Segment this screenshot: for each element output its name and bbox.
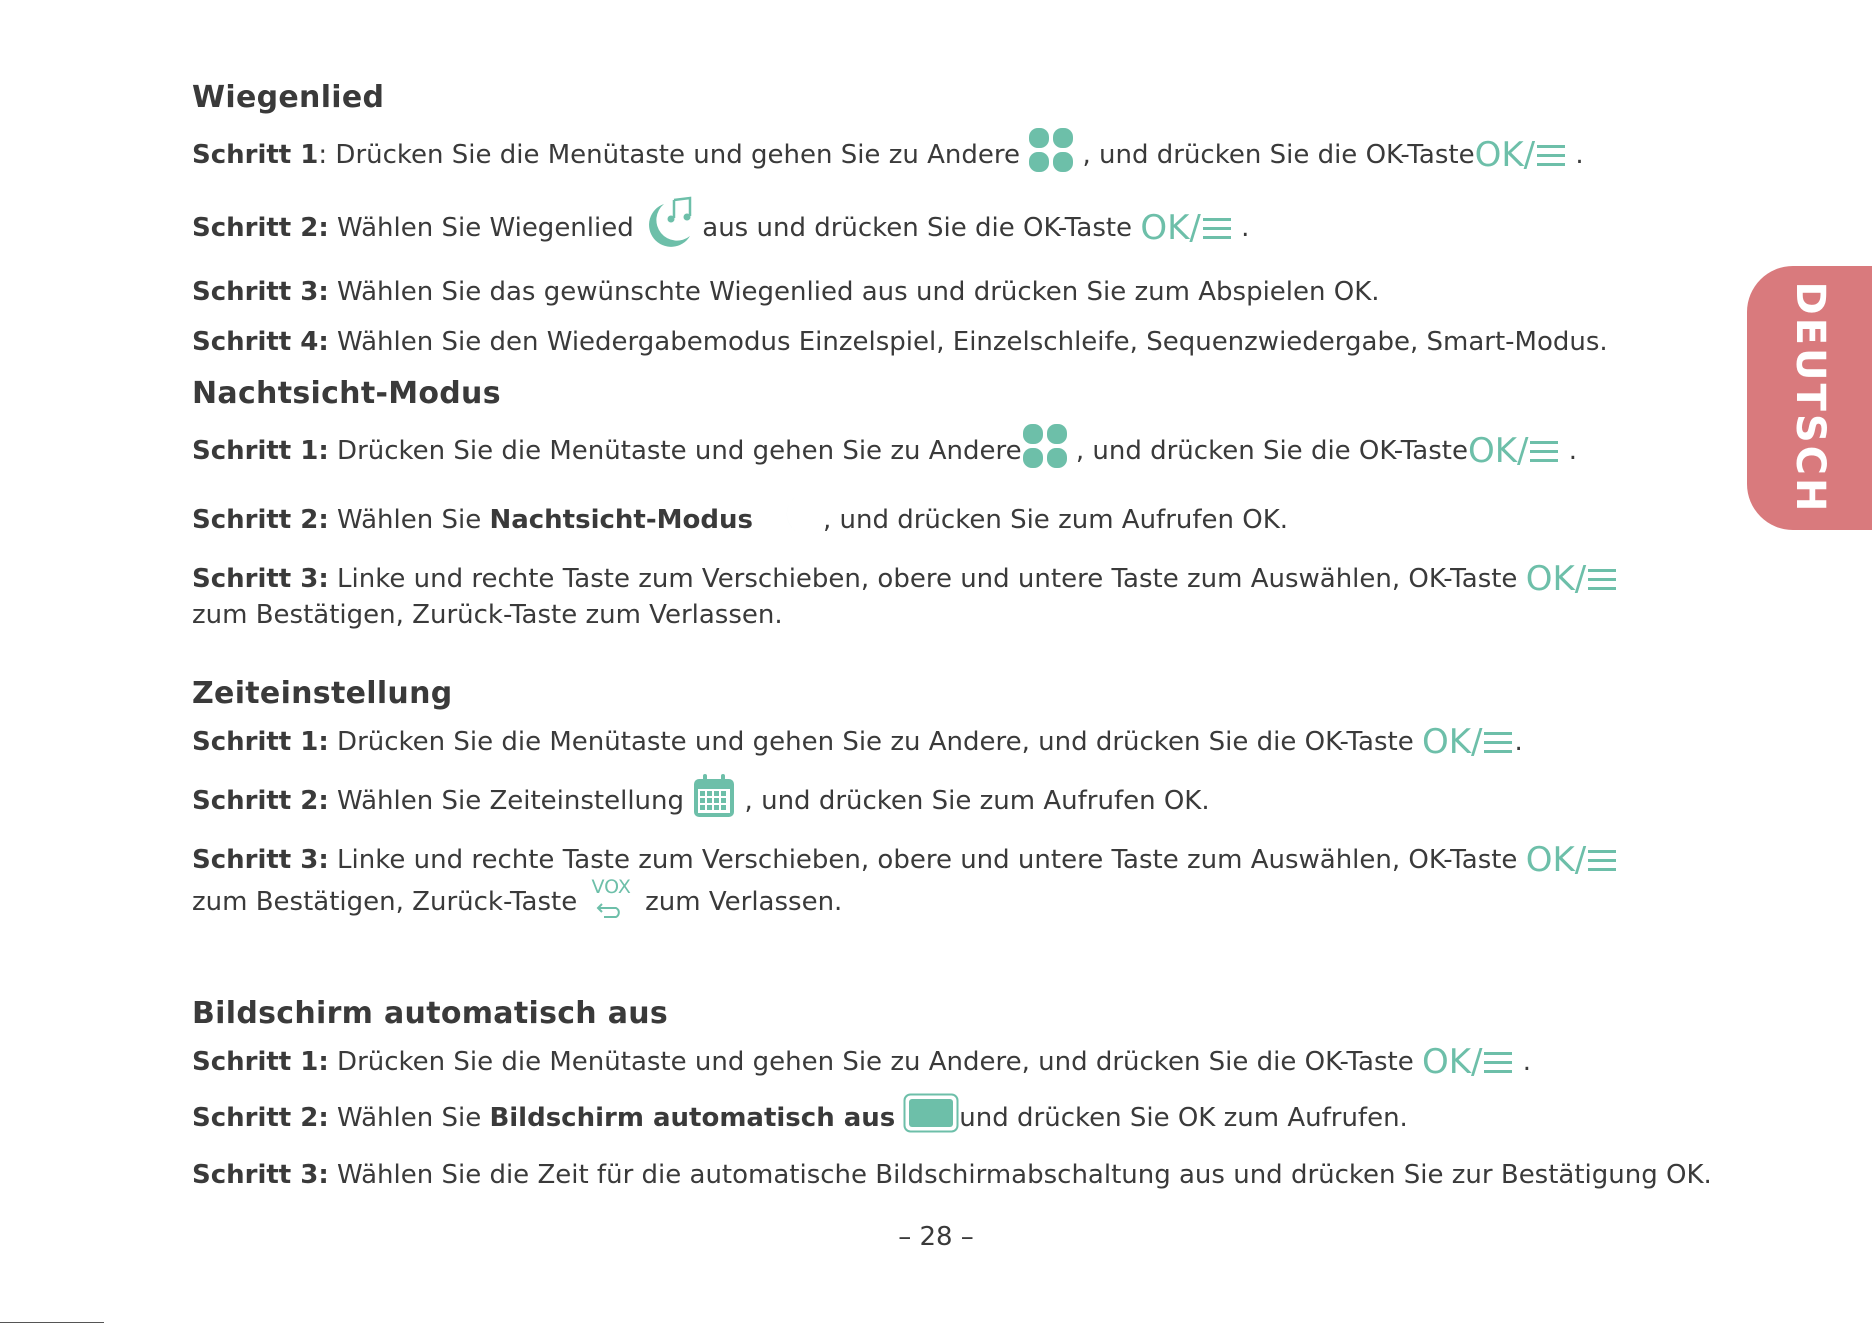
ok-menu-key-icon: OK/ (1526, 559, 1619, 599)
section-bildschirm (192, 996, 1712, 1206)
step-3: Schritt 3: Linke und rechte Taste zum Verschieben, obere und untere Taste zum Auswählen, OK-Taste OK/ zum Bestätigen, Zurück-Taste VOX zum Verlassen. (192, 842, 1672, 923)
step-label: Schritt 1: (192, 140, 328, 170)
step-1: Schritt 1: Drücken Sie die Menütaste und gehen Sie zu Andere, und drücken Sie die OK-Taste OK/ . (192, 722, 1523, 762)
step-label: Schritt 2: (192, 213, 329, 243)
ok-menu-key-icon: OK/ (1422, 722, 1515, 762)
section-title: Wiegenlied (192, 80, 385, 115)
step-2: Schritt 2: Wählen Sie Bildschirm automatisch aus und drücken Sie OK zum Aufrufen. (192, 1093, 1692, 1144)
section-title: Nachtsicht-Modus (192, 376, 501, 411)
step-label: Schritt 2: (192, 505, 329, 535)
step-label: Schritt 3: (192, 1160, 329, 1190)
section-zeiteinstellung (192, 676, 1692, 935)
apps-grid-icon (1022, 423, 1068, 480)
language-tab-label: DEUTSCH (1786, 281, 1833, 515)
lullaby-moon-note-icon (642, 196, 694, 261)
ok-menu-key-icon: OK/ (1475, 135, 1568, 175)
ok-menu-key-icon: OK/ (1526, 840, 1619, 880)
step-label: Schritt 1: (192, 436, 329, 466)
ok-menu-key-icon: OK/ (1140, 208, 1233, 248)
vox-back-key-icon: VOX (591, 878, 630, 923)
step-1: Schritt 1: Drücken Sie die Menütaste und gehen Sie zu Andere , und drücken Sie die OK-TasteOK/ . (192, 127, 1692, 184)
ok-menu-key-icon: OK/ (1422, 1042, 1515, 1082)
night-moon-icon (779, 492, 823, 549)
step-label: Schritt 2: (192, 1103, 329, 1133)
screen-icon (903, 1093, 959, 1144)
bottom-rule (0, 1322, 104, 1323)
step-label: Schritt 3: (192, 845, 329, 875)
language-tab (1747, 266, 1872, 530)
step-4: Schritt 4: Wählen Sie den Wiedergabemodus Einzelspiel, Einzelschleife, Sequenzwiedergabe, Smart-Modus. (192, 327, 1608, 357)
step-1: Schritt 1: Drücken Sie die Menütaste und gehen Sie zu Andere, und drücken Sie die OK-Taste OK/ . (192, 1042, 1532, 1082)
section-title: Zeiteinstellung (192, 676, 453, 711)
step-label: Schritt 4: (192, 327, 329, 357)
apps-grid-icon (1028, 127, 1074, 184)
step-1: Schritt 1: Drücken Sie die Menütaste und gehen Sie zu Andere , und drücken Sie die OK-TasteOK/ . (192, 423, 1692, 480)
step-label: Schritt 3: (192, 564, 329, 594)
step-2: Schritt 2: Wählen Sie Zeiteinstellung , und drücken Sie zum Aufrufen OK. (192, 773, 1692, 830)
ok-menu-key-icon: OK/ (1468, 431, 1561, 471)
step-label: Schritt 1: (192, 727, 329, 757)
step-3: Schritt 3: Wählen Sie das gewünschte Wiegenlied aus und drücken Sie zum Abspielen OK. (192, 277, 1380, 307)
step-3: Schritt 3: Wählen Sie die Zeit für die automatische Bildschirmabschaltung aus und drücken Sie zur Bestätigung OK. (192, 1160, 1712, 1190)
page-number: – 28 – (898, 1222, 974, 1252)
step-2: Schritt 2: Wählen Sie Wiegenlied aus und drücken Sie die OK-Taste OK/ . (192, 196, 1692, 261)
section-nachtsicht (192, 376, 1692, 645)
step-label: Schritt 2: (192, 786, 329, 816)
step-2: Schritt 2: Wählen Sie Nachtsicht-Modus , und drücken Sie zum Aufrufen OK. (192, 492, 1692, 549)
step-label: Schritt 1: (192, 1047, 329, 1077)
step-3: Schritt 3: Linke und rechte Taste zum Verschieben, obere und untere Taste zum Auswählen, OK-Taste OK/ zum Bestätigen, Zurück-Taste zum Verlassen. (192, 561, 1672, 633)
step-label: Schritt 3: (192, 277, 329, 307)
section-wiegenlied (192, 80, 1692, 373)
calendar-icon (692, 773, 736, 830)
section-title: Bildschirm automatisch aus (192, 996, 669, 1031)
